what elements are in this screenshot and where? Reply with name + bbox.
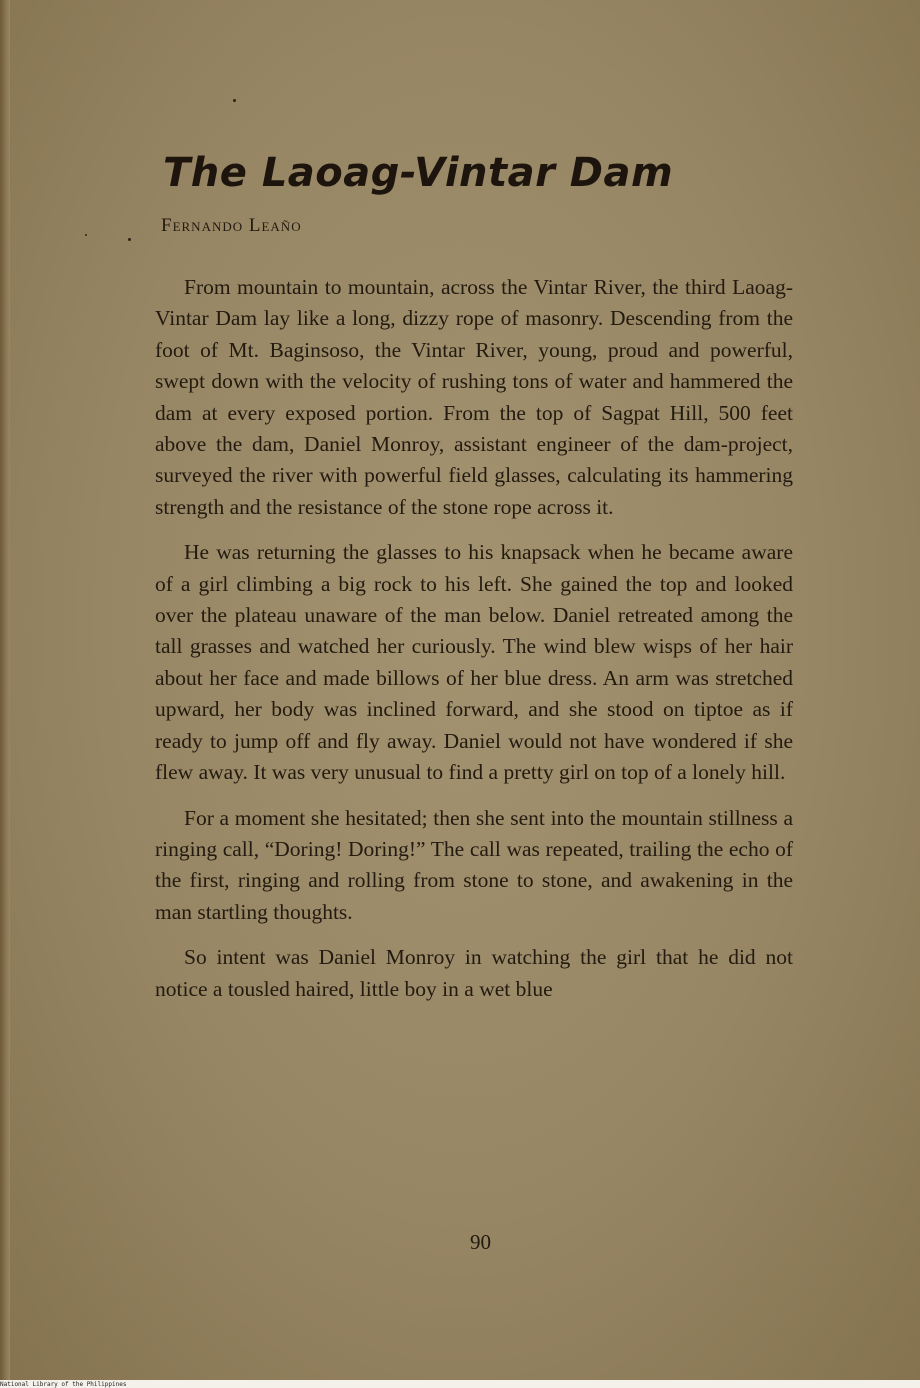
article-title: The Laoag-Vintar Dam xyxy=(163,150,674,196)
article-body xyxy=(155,272,793,1019)
page-number: 90 xyxy=(470,1230,491,1254)
paragraph-2: He was returning the glasses to his knapsack when he became aware of a girl climbing a big rock to his left. She gained the top and looked over the plateau unaware of the man below. Daniel retreated among the tall grasses and watched her curiously. The wind blew wisps of her hair about her face and made billows of her blue dress. An arm was stretched upward, her body was inclined forward, and she stood on tiptoe as if ready to jump off and fly away. Daniel would not have wondered if she flew away. It was very unusual to find a pretty girl on top of a lonely hill. xyxy=(155,540,793,785)
article-author: Fernando Leaño xyxy=(161,215,302,236)
footer-strip xyxy=(0,1380,920,1388)
ink-speck xyxy=(85,234,87,236)
ink-speck xyxy=(233,99,236,102)
paragraph-3: For a moment she hesitated; then she sent into the mountain stillness a ringing call, “Doring! Doring!” The call was repeated, trailing the echo of the first, ringing and rolling from stone to stone, and awakening in the man startling thoughts. xyxy=(155,805,793,924)
library-credit: National Library of the Philippines xyxy=(0,1381,127,1388)
paragraph-1: From mountain to mountain, across the Vintar River, the third Laoag-Vintar Dam lay like a long, dizzy rope of masonry. Descending from the foot of Mt. Baginsoso, the Vintar River, young, proud and powerful, swept down with the velocity of rushing tons of water and hammered the dam at every exposed portion. From the top of Sagpat Hill, 500 feet above the dam, Daniel Monroy, assistant engineer of the dam-project, surveyed the river with powerful field glasses, calculating its hammering strength and the resistance of the stone rope across it. xyxy=(155,275,793,519)
ink-speck xyxy=(128,238,131,241)
page-binding-edge xyxy=(0,0,10,1380)
paragraph-4: So intent was Daniel Monroy in watching the girl that he did not notice a tousled haired, little boy in a wet blue xyxy=(155,945,793,1001)
